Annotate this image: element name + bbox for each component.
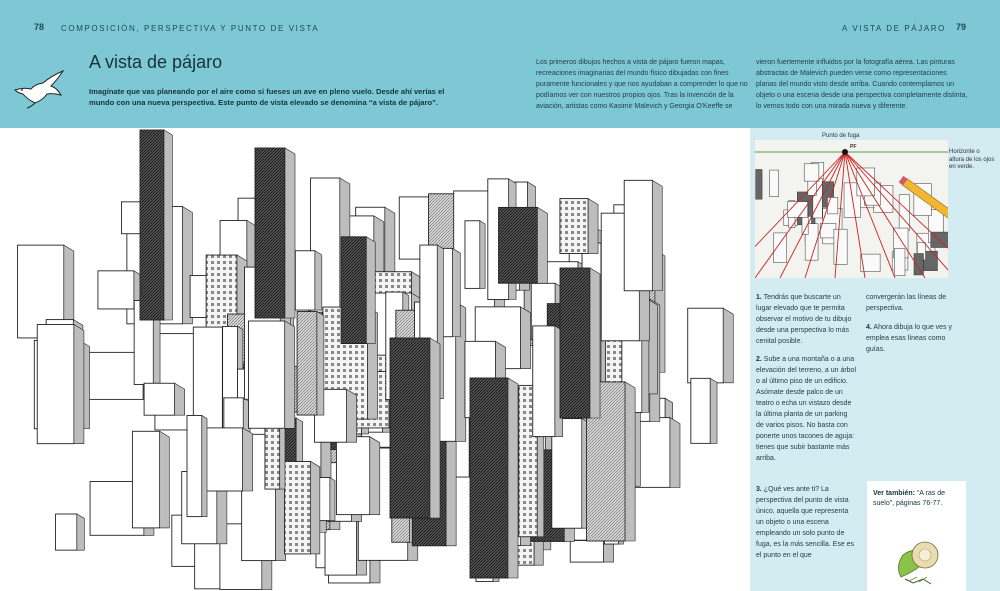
building xyxy=(285,461,311,553)
perspective-diagram xyxy=(755,140,948,278)
building xyxy=(533,326,555,437)
figure-building xyxy=(899,195,909,231)
body-column-2: vieron fuertemente influidos por la fotografía aérea. Las pinturas abstractas de Malevich pueden verse como representaciones planas del mundo visto desde arriba. Cuando contemplamos un objeto o una escena desde una perspectiva completamente distinta, lo vemos todo con una mirada nueva y diferente. xyxy=(756,59,968,110)
figure-building xyxy=(894,249,905,276)
step-number: 3. xyxy=(756,486,762,493)
building xyxy=(295,251,315,310)
building xyxy=(98,271,134,309)
building-side xyxy=(537,207,547,283)
building-side xyxy=(315,251,322,310)
vanishing-point-dot xyxy=(842,149,848,155)
figure-building xyxy=(774,233,787,263)
step-3 xyxy=(756,484,856,561)
step-text: convergerán las líneas de perspectiva. xyxy=(866,294,947,312)
building-side xyxy=(311,461,320,553)
building xyxy=(297,312,317,416)
building-side xyxy=(77,514,84,550)
building xyxy=(390,338,430,518)
see-also-card xyxy=(867,481,966,591)
pf-label: PF xyxy=(850,144,857,150)
building-side xyxy=(670,418,680,488)
figure-building xyxy=(804,164,819,181)
building-side xyxy=(625,382,635,541)
building-side xyxy=(160,431,170,528)
building xyxy=(470,378,508,578)
figure-building xyxy=(914,254,923,275)
building-side xyxy=(710,378,717,443)
building-side xyxy=(370,437,380,515)
building-side xyxy=(508,378,518,578)
step-2 xyxy=(756,354,856,464)
building-side xyxy=(175,383,185,415)
see-also-text xyxy=(873,489,961,509)
perspective-figure xyxy=(755,140,948,278)
building-side xyxy=(317,312,324,416)
building xyxy=(560,268,590,418)
building xyxy=(144,383,175,415)
building xyxy=(255,148,285,318)
step-1 xyxy=(756,292,856,347)
step-4 xyxy=(866,322,958,355)
building-side xyxy=(723,308,733,383)
building xyxy=(140,130,164,320)
figure-building xyxy=(827,197,837,213)
building xyxy=(187,415,202,516)
building xyxy=(560,199,588,254)
right-running-head: A VISTA DE PÁJARO xyxy=(842,24,946,33)
intro-text: Imagínate que vas planeando por el aire como si fueses un ave en pleno vuelo. Desde ahí verías el mundo con una nueva perspectiva. Este punto de vista elevado se denomina “a vista de pájaro”. xyxy=(89,87,445,107)
building-side xyxy=(366,237,375,344)
building-side xyxy=(330,478,335,521)
header-band xyxy=(0,0,1000,128)
building-side xyxy=(521,307,531,369)
step-text: Ahora dibuja lo que ves y emplea esas líneas como guías. xyxy=(866,324,953,353)
right-page-number: 79 xyxy=(956,22,967,32)
building-side xyxy=(652,180,662,290)
building-side xyxy=(285,321,295,428)
building xyxy=(121,202,142,234)
page-title: A vista de pájaro xyxy=(89,52,223,72)
building-side xyxy=(430,338,440,518)
step-number: 2. xyxy=(756,356,762,363)
city-birds-eye-drawing xyxy=(0,128,750,591)
building-side xyxy=(243,428,253,491)
building-side xyxy=(202,415,207,516)
step-number: 1. xyxy=(756,294,762,301)
see-also-label: Ver también: xyxy=(873,490,916,497)
vanishing-point-label: Punto de fuga xyxy=(822,133,860,139)
building xyxy=(465,221,480,289)
step-number: 4. xyxy=(866,324,872,331)
figure-building xyxy=(834,229,847,264)
step-text: Sube a una montaña o a una elevación del terreno, a un árbol o al último piso de un edificio. Asómate desde palco de un teatro o echa un vistazo desde la última planta de un parking de varios pisos. No basta con ponerte unos tacones de aguja: tienes que subir bastante más arriba. xyxy=(756,356,857,462)
step-text: Tendrás que buscarte un lugar elevado que te permita observar el motivo de tu dibujo desde una perspectiva lo más cenital posible. xyxy=(756,294,852,345)
figure-building xyxy=(756,169,762,199)
building xyxy=(688,308,724,383)
building-side xyxy=(164,130,172,320)
figure-building xyxy=(857,168,875,196)
building-side xyxy=(588,199,598,254)
bird-illustration-icon xyxy=(13,68,67,110)
building-side xyxy=(452,248,460,336)
building xyxy=(336,437,369,515)
building xyxy=(56,514,77,550)
building xyxy=(624,180,652,290)
step-3-continued xyxy=(866,292,958,314)
building xyxy=(248,321,284,428)
figure-building xyxy=(770,170,779,197)
left-running-head: COMPOSICIÓN, PERSPECTIVA Y PUNTO DE VISTA xyxy=(61,24,320,33)
building-side xyxy=(480,221,485,289)
pencil-shaving-icon xyxy=(893,527,949,587)
building-side xyxy=(285,148,295,318)
horizon-caption: Horizonte o altura de los ojos en verde. xyxy=(949,149,995,170)
step-text: ¿Qué ves ante ti? La perspectiva del punto de vista único, aquella que representa un objeto o una escena empleando un solo punto de fuga, es la más sencilla. Ese es el punto en el que xyxy=(756,486,855,559)
building-side xyxy=(590,268,600,418)
building-side xyxy=(74,325,84,444)
building xyxy=(132,431,159,528)
building xyxy=(341,237,366,344)
see-also-reference: “A ras de suelo”, páginas 76-77. xyxy=(873,490,945,507)
figure-building xyxy=(820,223,836,238)
left-page-number: 78 xyxy=(34,22,45,32)
building xyxy=(37,325,74,444)
body-column-1: Los primeros dibujos hechos a vista de pájaro fueron mapas, recreaciones imaginarias del mundo físico dibujadas con fines puramente funcionales y que nos ayudaban a comprender lo que no podíamos ver con nuestros propios ojos. Tras la invención de la aviación, artistas como Kasimir Malevich y Georgia O'Keeffe se xyxy=(536,59,748,110)
building xyxy=(691,378,710,443)
building xyxy=(499,207,538,283)
building-side xyxy=(347,389,357,442)
building-side xyxy=(385,207,395,281)
